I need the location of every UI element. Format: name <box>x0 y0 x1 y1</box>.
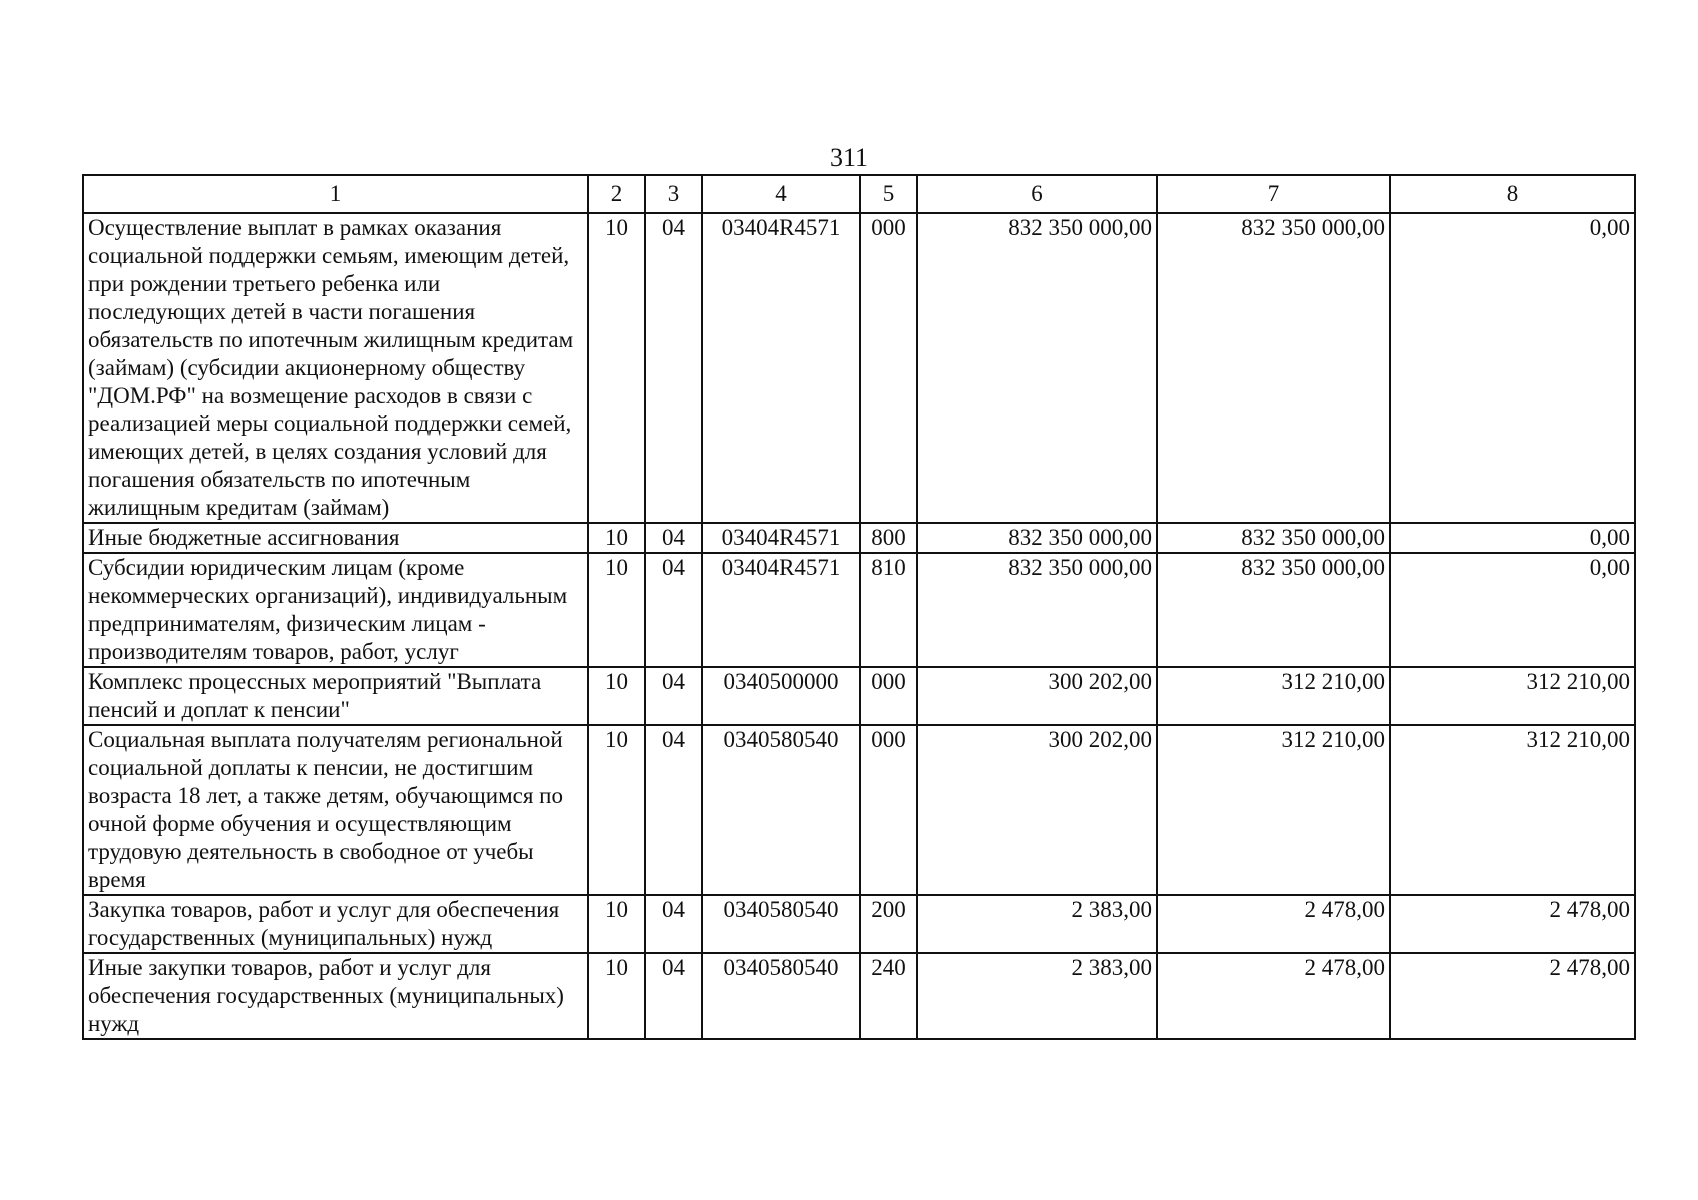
budget-table <box>82 174 1636 1040</box>
row-expense-type: 800 <box>860 523 917 553</box>
row-subsection: 04 <box>645 895 702 953</box>
row-section: 10 <box>588 895 645 953</box>
row-section: 10 <box>588 667 645 725</box>
row-subsection: 04 <box>645 953 702 1039</box>
table-row <box>83 667 1635 725</box>
row-subsection: 04 <box>645 523 702 553</box>
row-expense-type: 000 <box>860 667 917 725</box>
header-col-7: 7 <box>1157 175 1390 213</box>
row-amount-col6: 300 202,00 <box>917 667 1157 725</box>
row-description: Осуществление выплат в рамках оказания социальной поддержки семьям, имеющим детей, при рождении третьего ребенка или последующих детей в части погашения обязательств по ипотечным жилищным кредитам (займам) (субсидии акционерному обществу "ДОМ.РФ" на возмещение расходов в связи с реализацией меры социальной поддержки семей, имеющих детей, в целях создания условий для погашения обязательств по ипотечным жилищным кредитам (займам) <box>83 213 588 523</box>
row-section: 10 <box>588 553 645 667</box>
row-target-article: 0340580540 <box>702 953 860 1039</box>
row-section: 10 <box>588 213 645 523</box>
row-expense-type: 000 <box>860 725 917 895</box>
row-amount-col7: 2 478,00 <box>1157 895 1390 953</box>
row-description: Субсидии юридическим лицам (кроме некоммерческих организаций), индивидуальным предпринимателям, физическим лицам - производителям товаров, работ, услуг <box>83 553 588 667</box>
row-expense-type: 200 <box>860 895 917 953</box>
header-col-4: 4 <box>702 175 860 213</box>
header-col-1: 1 <box>83 175 588 213</box>
row-amount-col8: 312 210,00 <box>1390 667 1635 725</box>
row-amount-col7: 312 210,00 <box>1157 667 1390 725</box>
header-col-6: 6 <box>917 175 1157 213</box>
row-amount-col8: 312 210,00 <box>1390 725 1635 895</box>
row-amount-col7: 832 350 000,00 <box>1157 523 1390 553</box>
table-row <box>83 213 1635 523</box>
row-amount-col6: 2 383,00 <box>917 895 1157 953</box>
header-row <box>83 175 1635 213</box>
row-amount-col6: 832 350 000,00 <box>917 213 1157 523</box>
row-description: Комплекс процессных мероприятий "Выплата пенсий и доплат к пенсии" <box>83 667 588 725</box>
header-col-3: 3 <box>645 175 702 213</box>
row-amount-col6: 832 350 000,00 <box>917 523 1157 553</box>
row-amount-col7: 312 210,00 <box>1157 725 1390 895</box>
row-target-article: 0340500000 <box>702 667 860 725</box>
row-amount-col6: 2 383,00 <box>917 953 1157 1039</box>
row-subsection: 04 <box>645 553 702 667</box>
row-target-article: 03404R4571 <box>702 523 860 553</box>
header-col-2: 2 <box>588 175 645 213</box>
row-amount-col8: 2 478,00 <box>1390 895 1635 953</box>
row-description: Закупка товаров, работ и услуг для обеспечения государственных (муниципальных) нужд <box>83 895 588 953</box>
row-description: Иные закупки товаров, работ и услуг для обеспечения государственных (муниципальных) нужд <box>83 953 588 1039</box>
row-subsection: 04 <box>645 667 702 725</box>
row-target-article: 03404R4571 <box>702 553 860 667</box>
row-section: 10 <box>588 725 645 895</box>
header-col-5: 5 <box>860 175 917 213</box>
row-expense-type: 000 <box>860 213 917 523</box>
row-expense-type: 240 <box>860 953 917 1039</box>
row-amount-col8: 2 478,00 <box>1390 953 1635 1039</box>
row-section: 10 <box>588 953 645 1039</box>
page-number: 311 <box>829 143 869 172</box>
row-amount-col7: 2 478,00 <box>1157 953 1390 1039</box>
row-amount-col8: 0,00 <box>1390 523 1635 553</box>
row-section: 10 <box>588 523 645 553</box>
header-col-8: 8 <box>1390 175 1635 213</box>
table-row <box>83 895 1635 953</box>
row-amount-col6: 832 350 000,00 <box>917 553 1157 667</box>
row-description: Иные бюджетные ассигнования <box>83 523 588 553</box>
row-target-article: 03404R4571 <box>702 213 860 523</box>
row-subsection: 04 <box>645 725 702 895</box>
row-target-article: 0340580540 <box>702 725 860 895</box>
table-row <box>83 953 1635 1039</box>
row-subsection: 04 <box>645 213 702 523</box>
table-row <box>83 725 1635 895</box>
table-row <box>83 523 1635 553</box>
row-amount-col6: 300 202,00 <box>917 725 1157 895</box>
row-description: Социальная выплата получателям региональной социальной доплаты к пенсии, не достигшим возраста 18 лет, а также детям, обучающимся по очной форме обучения и осуществляющим трудовую деятельность в свободное от учебы время <box>83 725 588 895</box>
row-target-article: 0340580540 <box>702 895 860 953</box>
row-amount-col8: 0,00 <box>1390 553 1635 667</box>
row-expense-type: 810 <box>860 553 917 667</box>
row-amount-col8: 0,00 <box>1390 213 1635 523</box>
table-row <box>83 553 1635 667</box>
row-amount-col7: 832 350 000,00 <box>1157 213 1390 523</box>
row-amount-col7: 832 350 000,00 <box>1157 553 1390 667</box>
